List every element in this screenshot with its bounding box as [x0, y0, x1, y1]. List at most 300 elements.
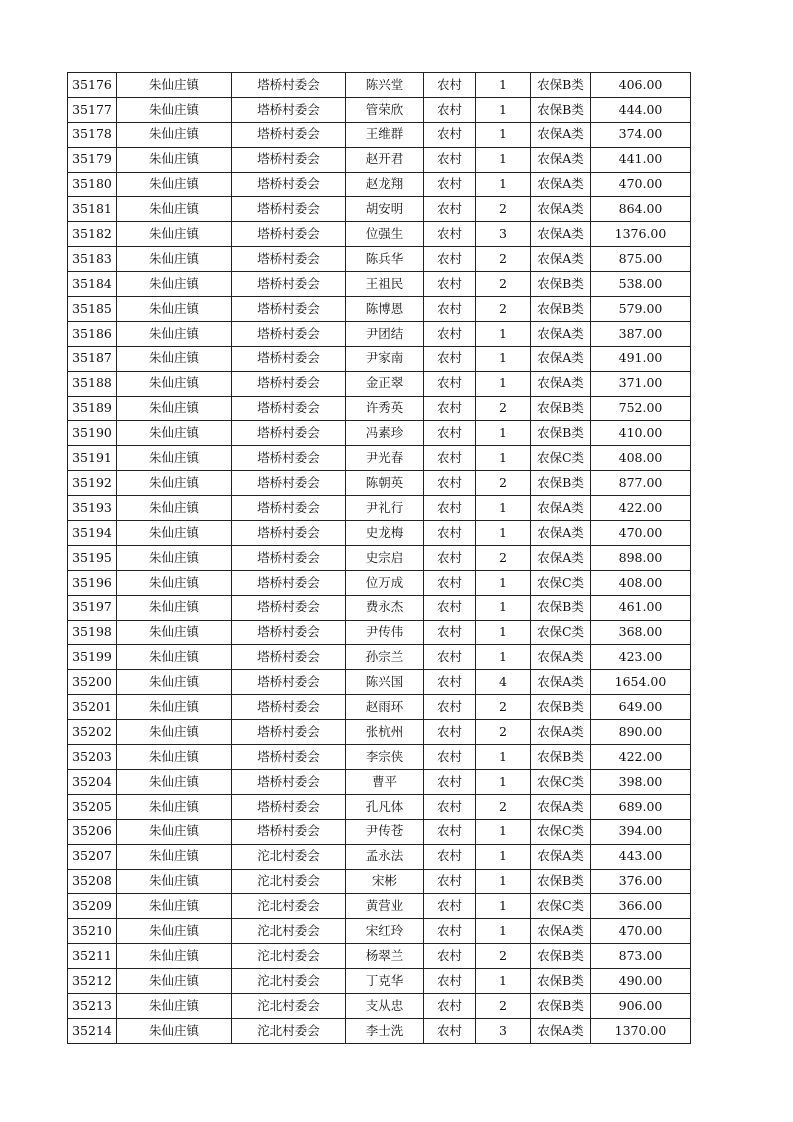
record-id-cell: 35189 — [68, 396, 117, 421]
area-type-cell: 农村 — [424, 222, 476, 247]
village-committee-cell: 塔桥村委会 — [232, 695, 346, 720]
village-committee-cell: 塔桥村委会 — [232, 197, 346, 222]
record-id-cell: 35176 — [68, 73, 117, 98]
household-count-cell: 1 — [476, 371, 531, 396]
table-row — [68, 222, 691, 247]
household-count-cell: 2 — [476, 197, 531, 222]
town-cell: 朱仙庄镇 — [117, 346, 232, 371]
village-committee-cell: 塔桥村委会 — [232, 321, 346, 346]
household-count-cell: 1 — [476, 321, 531, 346]
town-cell: 朱仙庄镇 — [117, 919, 232, 944]
amount-cell: 443.00 — [591, 844, 691, 869]
household-count-cell: 2 — [476, 944, 531, 969]
insurance-category-cell: 农保B类 — [531, 471, 591, 496]
table-row — [68, 769, 691, 794]
insurance-category-cell: 农保A类 — [531, 844, 591, 869]
area-type-cell: 农村 — [424, 620, 476, 645]
household-count-cell: 3 — [476, 1018, 531, 1043]
amount-cell: 752.00 — [591, 396, 691, 421]
town-cell: 朱仙庄镇 — [117, 645, 232, 670]
table-row — [68, 122, 691, 147]
village-committee-cell: 塔桥村委会 — [232, 720, 346, 745]
insurance-category-cell: 农保B类 — [531, 745, 591, 770]
insurance-category-cell: 农保B类 — [531, 272, 591, 297]
table-row — [68, 844, 691, 869]
town-cell: 朱仙庄镇 — [117, 97, 232, 122]
village-committee-cell: 塔桥村委会 — [232, 496, 346, 521]
amount-cell: 368.00 — [591, 620, 691, 645]
area-type-cell: 农村 — [424, 595, 476, 620]
town-cell: 朱仙庄镇 — [117, 969, 232, 994]
area-type-cell: 农村 — [424, 745, 476, 770]
area-type-cell: 农村 — [424, 172, 476, 197]
area-type-cell: 农村 — [424, 969, 476, 994]
record-id-cell: 35201 — [68, 695, 117, 720]
insurance-category-cell: 农保A类 — [531, 545, 591, 570]
table-row — [68, 346, 691, 371]
table-row — [68, 695, 691, 720]
amount-cell: 441.00 — [591, 147, 691, 172]
insurance-category-cell: 农保C类 — [531, 894, 591, 919]
village-committee-cell: 塔桥村委会 — [232, 471, 346, 496]
amount-cell: 394.00 — [591, 819, 691, 844]
area-type-cell: 农村 — [424, 272, 476, 297]
name-cell: 史宗启 — [346, 545, 424, 570]
insurance-category-cell: 农保C类 — [531, 570, 591, 595]
table-row — [68, 396, 691, 421]
insurance-category-cell: 农保A类 — [531, 371, 591, 396]
area-type-cell: 农村 — [424, 247, 476, 272]
household-count-cell: 1 — [476, 894, 531, 919]
town-cell: 朱仙庄镇 — [117, 446, 232, 471]
household-count-cell: 1 — [476, 869, 531, 894]
table-row — [68, 894, 691, 919]
name-cell: 张杭州 — [346, 720, 424, 745]
town-cell: 朱仙庄镇 — [117, 620, 232, 645]
village-committee-cell: 塔桥村委会 — [232, 297, 346, 322]
household-count-cell: 1 — [476, 844, 531, 869]
record-id-cell: 35188 — [68, 371, 117, 396]
household-count-cell: 2 — [476, 272, 531, 297]
insurance-category-cell: 农保B类 — [531, 97, 591, 122]
records-table — [67, 72, 691, 1044]
village-committee-cell: 塔桥村委会 — [232, 147, 346, 172]
name-cell: 尹礼行 — [346, 496, 424, 521]
village-committee-cell: 沱北村委会 — [232, 1018, 346, 1043]
record-id-cell: 35185 — [68, 297, 117, 322]
insurance-category-cell: 农保B类 — [531, 993, 591, 1018]
name-cell: 孔凡体 — [346, 794, 424, 819]
insurance-category-cell: 农保C类 — [531, 819, 591, 844]
town-cell: 朱仙庄镇 — [117, 297, 232, 322]
area-type-cell: 农村 — [424, 297, 476, 322]
area-type-cell: 农村 — [424, 446, 476, 471]
name-cell: 赵雨环 — [346, 695, 424, 720]
table-row — [68, 620, 691, 645]
household-count-cell: 1 — [476, 595, 531, 620]
name-cell: 陈兵华 — [346, 247, 424, 272]
name-cell: 胡安明 — [346, 197, 424, 222]
name-cell: 李士洗 — [346, 1018, 424, 1043]
town-cell: 朱仙庄镇 — [117, 421, 232, 446]
record-id-cell: 35206 — [68, 819, 117, 844]
village-committee-cell: 塔桥村委会 — [232, 595, 346, 620]
amount-cell: 423.00 — [591, 645, 691, 670]
household-count-cell: 1 — [476, 570, 531, 595]
household-count-cell: 4 — [476, 670, 531, 695]
amount-cell: 898.00 — [591, 545, 691, 570]
village-committee-cell: 塔桥村委会 — [232, 819, 346, 844]
table-row — [68, 197, 691, 222]
town-cell: 朱仙庄镇 — [117, 1018, 232, 1043]
name-cell: 王祖民 — [346, 272, 424, 297]
table-row — [68, 1018, 691, 1043]
area-type-cell: 农村 — [424, 496, 476, 521]
insurance-category-cell: 农保A类 — [531, 147, 591, 172]
amount-cell: 371.00 — [591, 371, 691, 396]
household-count-cell: 1 — [476, 421, 531, 446]
name-cell: 陈博恩 — [346, 297, 424, 322]
household-count-cell: 2 — [476, 297, 531, 322]
name-cell: 赵开君 — [346, 147, 424, 172]
town-cell: 朱仙庄镇 — [117, 371, 232, 396]
name-cell: 杨翠兰 — [346, 944, 424, 969]
record-id-cell: 35208 — [68, 869, 117, 894]
amount-cell: 461.00 — [591, 595, 691, 620]
area-type-cell: 农村 — [424, 944, 476, 969]
amount-cell: 491.00 — [591, 346, 691, 371]
town-cell: 朱仙庄镇 — [117, 993, 232, 1018]
table-row — [68, 745, 691, 770]
village-committee-cell: 塔桥村委会 — [232, 172, 346, 197]
area-type-cell: 农村 — [424, 147, 476, 172]
record-id-cell: 35178 — [68, 122, 117, 147]
household-count-cell: 2 — [476, 545, 531, 570]
town-cell: 朱仙庄镇 — [117, 222, 232, 247]
town-cell: 朱仙庄镇 — [117, 595, 232, 620]
name-cell: 李宗侠 — [346, 745, 424, 770]
household-count-cell: 1 — [476, 97, 531, 122]
village-committee-cell: 塔桥村委会 — [232, 620, 346, 645]
table-row — [68, 919, 691, 944]
village-committee-cell: 塔桥村委会 — [232, 521, 346, 546]
village-committee-cell: 塔桥村委会 — [232, 769, 346, 794]
name-cell: 冯素珍 — [346, 421, 424, 446]
village-committee-cell: 塔桥村委会 — [232, 272, 346, 297]
town-cell: 朱仙庄镇 — [117, 272, 232, 297]
table-row — [68, 521, 691, 546]
village-committee-cell: 沱北村委会 — [232, 844, 346, 869]
village-committee-cell: 塔桥村委会 — [232, 371, 346, 396]
village-committee-cell: 沱北村委会 — [232, 869, 346, 894]
amount-cell: 490.00 — [591, 969, 691, 994]
town-cell: 朱仙庄镇 — [117, 944, 232, 969]
town-cell: 朱仙庄镇 — [117, 769, 232, 794]
name-cell: 孙宗兰 — [346, 645, 424, 670]
table-row — [68, 321, 691, 346]
name-cell: 管荣欣 — [346, 97, 424, 122]
record-id-cell: 35197 — [68, 595, 117, 620]
village-committee-cell: 塔桥村委会 — [232, 670, 346, 695]
village-committee-cell: 塔桥村委会 — [232, 247, 346, 272]
household-count-cell: 2 — [476, 993, 531, 1018]
name-cell: 尹团结 — [346, 321, 424, 346]
area-type-cell: 农村 — [424, 73, 476, 98]
amount-cell: 890.00 — [591, 720, 691, 745]
name-cell: 许秀英 — [346, 396, 424, 421]
household-count-cell: 3 — [476, 222, 531, 247]
table-row — [68, 595, 691, 620]
amount-cell: 1654.00 — [591, 670, 691, 695]
record-id-cell: 35204 — [68, 769, 117, 794]
village-committee-cell: 塔桥村委会 — [232, 570, 346, 595]
household-count-cell: 1 — [476, 496, 531, 521]
insurance-category-cell: 农保C类 — [531, 446, 591, 471]
insurance-category-cell: 农保A类 — [531, 172, 591, 197]
insurance-category-cell: 农保B类 — [531, 869, 591, 894]
name-cell: 丁克华 — [346, 969, 424, 994]
household-count-cell: 1 — [476, 620, 531, 645]
village-committee-cell: 塔桥村委会 — [232, 421, 346, 446]
village-committee-cell: 塔桥村委会 — [232, 396, 346, 421]
insurance-category-cell: 农保A类 — [531, 919, 591, 944]
table-row — [68, 297, 691, 322]
amount-cell: 410.00 — [591, 421, 691, 446]
village-committee-cell: 沱北村委会 — [232, 944, 346, 969]
amount-cell: 387.00 — [591, 321, 691, 346]
amount-cell: 470.00 — [591, 521, 691, 546]
village-committee-cell: 塔桥村委会 — [232, 794, 346, 819]
area-type-cell: 农村 — [424, 471, 476, 496]
table-row — [68, 819, 691, 844]
town-cell: 朱仙庄镇 — [117, 321, 232, 346]
insurance-category-cell: 农保B类 — [531, 595, 591, 620]
area-type-cell: 农村 — [424, 894, 476, 919]
town-cell: 朱仙庄镇 — [117, 794, 232, 819]
village-committee-cell: 沱北村委会 — [232, 969, 346, 994]
area-type-cell: 农村 — [424, 1018, 476, 1043]
area-type-cell: 农村 — [424, 645, 476, 670]
amount-cell: 877.00 — [591, 471, 691, 496]
area-type-cell: 农村 — [424, 993, 476, 1018]
amount-cell: 873.00 — [591, 944, 691, 969]
village-committee-cell: 塔桥村委会 — [232, 222, 346, 247]
record-id-cell: 35195 — [68, 545, 117, 570]
amount-cell: 376.00 — [591, 869, 691, 894]
table-row — [68, 670, 691, 695]
town-cell: 朱仙庄镇 — [117, 844, 232, 869]
area-type-cell: 农村 — [424, 844, 476, 869]
household-count-cell: 1 — [476, 73, 531, 98]
area-type-cell: 农村 — [424, 919, 476, 944]
area-type-cell: 农村 — [424, 122, 476, 147]
town-cell: 朱仙庄镇 — [117, 172, 232, 197]
name-cell: 尹传苍 — [346, 819, 424, 844]
insurance-category-cell: 农保A类 — [531, 794, 591, 819]
name-cell: 孟永法 — [346, 844, 424, 869]
insurance-category-cell: 农保A类 — [531, 496, 591, 521]
insurance-category-cell: 农保A类 — [531, 346, 591, 371]
household-count-cell: 1 — [476, 147, 531, 172]
amount-cell: 1370.00 — [591, 1018, 691, 1043]
area-type-cell: 农村 — [424, 570, 476, 595]
area-type-cell: 农村 — [424, 321, 476, 346]
insurance-category-cell: 农保A类 — [531, 247, 591, 272]
record-id-cell: 35182 — [68, 222, 117, 247]
record-id-cell: 35190 — [68, 421, 117, 446]
record-id-cell: 35187 — [68, 346, 117, 371]
record-id-cell: 35193 — [68, 496, 117, 521]
amount-cell: 408.00 — [591, 570, 691, 595]
village-committee-cell: 塔桥村委会 — [232, 446, 346, 471]
table-row — [68, 720, 691, 745]
record-id-cell: 35214 — [68, 1018, 117, 1043]
amount-cell: 1376.00 — [591, 222, 691, 247]
town-cell: 朱仙庄镇 — [117, 894, 232, 919]
household-count-cell: 1 — [476, 446, 531, 471]
household-count-cell: 2 — [476, 396, 531, 421]
village-committee-cell: 塔桥村委会 — [232, 346, 346, 371]
area-type-cell: 农村 — [424, 371, 476, 396]
insurance-category-cell: 农保A类 — [531, 1018, 591, 1043]
village-committee-cell: 塔桥村委会 — [232, 645, 346, 670]
household-count-cell: 1 — [476, 521, 531, 546]
area-type-cell: 农村 — [424, 769, 476, 794]
household-count-cell: 2 — [476, 794, 531, 819]
record-id-cell: 35202 — [68, 720, 117, 745]
name-cell: 陈朝英 — [346, 471, 424, 496]
insurance-category-cell: 农保A类 — [531, 222, 591, 247]
table-row — [68, 371, 691, 396]
amount-cell: 864.00 — [591, 197, 691, 222]
area-type-cell: 农村 — [424, 545, 476, 570]
name-cell: 尹光春 — [346, 446, 424, 471]
area-type-cell: 农村 — [424, 346, 476, 371]
name-cell: 赵龙翔 — [346, 172, 424, 197]
name-cell: 位强生 — [346, 222, 424, 247]
household-count-cell: 1 — [476, 819, 531, 844]
amount-cell: 444.00 — [591, 97, 691, 122]
area-type-cell: 农村 — [424, 421, 476, 446]
insurance-category-cell: 农保A类 — [531, 122, 591, 147]
household-count-cell: 2 — [476, 247, 531, 272]
household-count-cell: 1 — [476, 969, 531, 994]
village-committee-cell: 塔桥村委会 — [232, 97, 346, 122]
area-type-cell: 农村 — [424, 695, 476, 720]
name-cell: 曹平 — [346, 769, 424, 794]
table-body — [68, 73, 691, 1044]
table-row — [68, 421, 691, 446]
record-id-cell: 35177 — [68, 97, 117, 122]
household-count-cell: 1 — [476, 346, 531, 371]
record-id-cell: 35184 — [68, 272, 117, 297]
table-row — [68, 993, 691, 1018]
record-id-cell: 35212 — [68, 969, 117, 994]
record-id-cell: 35198 — [68, 620, 117, 645]
insurance-category-cell: 农保B类 — [531, 944, 591, 969]
record-id-cell: 35203 — [68, 745, 117, 770]
record-id-cell: 35194 — [68, 521, 117, 546]
table-row — [68, 471, 691, 496]
town-cell: 朱仙庄镇 — [117, 396, 232, 421]
record-id-cell: 35191 — [68, 446, 117, 471]
insurance-category-cell: 农保B类 — [531, 695, 591, 720]
town-cell: 朱仙庄镇 — [117, 670, 232, 695]
village-committee-cell: 沱北村委会 — [232, 993, 346, 1018]
town-cell: 朱仙庄镇 — [117, 73, 232, 98]
amount-cell: 689.00 — [591, 794, 691, 819]
village-committee-cell: 塔桥村委会 — [232, 73, 346, 98]
insurance-category-cell: 农保C类 — [531, 620, 591, 645]
insurance-category-cell: 农保B类 — [531, 396, 591, 421]
town-cell: 朱仙庄镇 — [117, 247, 232, 272]
name-cell: 黄营业 — [346, 894, 424, 919]
area-type-cell: 农村 — [424, 869, 476, 894]
name-cell: 金正翠 — [346, 371, 424, 396]
record-id-cell: 35192 — [68, 471, 117, 496]
amount-cell: 470.00 — [591, 172, 691, 197]
town-cell: 朱仙庄镇 — [117, 745, 232, 770]
amount-cell: 579.00 — [591, 297, 691, 322]
area-type-cell: 农村 — [424, 97, 476, 122]
amount-cell: 422.00 — [591, 496, 691, 521]
insurance-category-cell: 农保B类 — [531, 297, 591, 322]
amount-cell: 398.00 — [591, 769, 691, 794]
household-count-cell: 1 — [476, 645, 531, 670]
name-cell: 尹传伟 — [346, 620, 424, 645]
town-cell: 朱仙庄镇 — [117, 147, 232, 172]
household-count-cell: 1 — [476, 122, 531, 147]
area-type-cell: 农村 — [424, 670, 476, 695]
table-row — [68, 645, 691, 670]
name-cell: 史龙梅 — [346, 521, 424, 546]
town-cell: 朱仙庄镇 — [117, 471, 232, 496]
table-row — [68, 969, 691, 994]
town-cell: 朱仙庄镇 — [117, 496, 232, 521]
town-cell: 朱仙庄镇 — [117, 819, 232, 844]
town-cell: 朱仙庄镇 — [117, 545, 232, 570]
household-count-cell: 2 — [476, 720, 531, 745]
insurance-category-cell: 农保A类 — [531, 720, 591, 745]
table-row — [68, 172, 691, 197]
record-id-cell: 35181 — [68, 197, 117, 222]
town-cell: 朱仙庄镇 — [117, 570, 232, 595]
record-id-cell: 35209 — [68, 894, 117, 919]
area-type-cell: 农村 — [424, 720, 476, 745]
insurance-category-cell: 农保A类 — [531, 521, 591, 546]
name-cell: 位万成 — [346, 570, 424, 595]
record-id-cell: 35179 — [68, 147, 117, 172]
insurance-category-cell: 农保B类 — [531, 969, 591, 994]
table-row — [68, 247, 691, 272]
village-committee-cell: 沱北村委会 — [232, 894, 346, 919]
table-row — [68, 147, 691, 172]
amount-cell: 538.00 — [591, 272, 691, 297]
record-id-cell: 35196 — [68, 570, 117, 595]
amount-cell: 422.00 — [591, 745, 691, 770]
table-row — [68, 446, 691, 471]
name-cell: 陈兴堂 — [346, 73, 424, 98]
insurance-category-cell: 农保A类 — [531, 197, 591, 222]
name-cell: 宋彬 — [346, 869, 424, 894]
insurance-category-cell: 农保A类 — [531, 321, 591, 346]
village-committee-cell: 塔桥村委会 — [232, 122, 346, 147]
name-cell: 尹家南 — [346, 346, 424, 371]
table-row — [68, 944, 691, 969]
area-type-cell: 农村 — [424, 521, 476, 546]
table-row — [68, 73, 691, 98]
amount-cell: 406.00 — [591, 73, 691, 98]
